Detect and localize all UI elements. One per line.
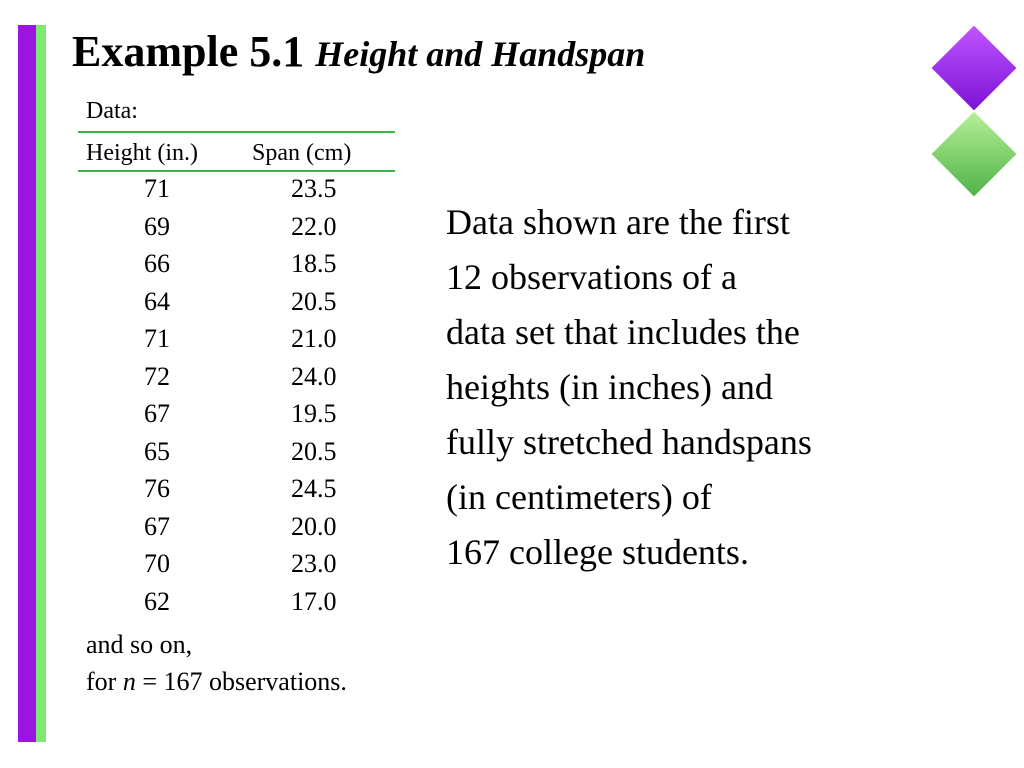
table-row: [0, 512, 400, 550]
footer-variable: n: [122, 667, 136, 696]
table-row: [0, 249, 400, 287]
description-paragraph: [446, 195, 916, 580]
span-cell: 24.0: [291, 361, 337, 391]
title-main: Example 5.1: [72, 27, 305, 76]
height-cell: 64: [144, 286, 170, 316]
height-cell: 67: [144, 399, 170, 428]
table-row: [0, 474, 400, 512]
table-rule-top: [78, 131, 395, 133]
data-table-body: [0, 174, 400, 624]
span-cell: 22.0: [291, 211, 337, 241]
description-line: Data shown are the first: [446, 202, 790, 242]
description-line: 12 observations of a: [446, 257, 737, 297]
span-cell: 19.5: [291, 399, 337, 428]
column-header-height: Height (in.): [86, 140, 198, 166]
table-row: [0, 587, 400, 625]
purple-diamond-decoration: [932, 26, 1017, 111]
footer-and-so-on: and so on,: [86, 630, 193, 659]
span-cell: 18.5: [291, 249, 337, 278]
column-header-span: Span (cm): [252, 140, 352, 166]
table-row: [0, 549, 400, 587]
page-title: [72, 28, 645, 76]
span-cell: 21.0: [291, 324, 337, 353]
footer-observation-count: [86, 667, 347, 697]
height-cell: 70: [144, 549, 170, 578]
table-row: [0, 437, 400, 475]
description-line: (in centimeters) of: [446, 477, 712, 517]
green-diamond-decoration: [932, 112, 1017, 197]
table-row: [0, 212, 400, 250]
description-line: 167 college students.: [446, 532, 749, 572]
table-row: [0, 174, 400, 212]
span-cell: 20.5: [291, 436, 337, 466]
title-subtitle: Height and Handspan: [315, 34, 646, 74]
height-cell: 62: [144, 586, 170, 616]
table-row: [0, 287, 400, 325]
span-cell: 20.0: [291, 511, 337, 541]
description-line: data set that includes the: [446, 312, 800, 352]
height-cell: 71: [144, 174, 170, 203]
height-cell: 66: [144, 249, 170, 278]
table-row: [0, 399, 400, 437]
height-cell: 76: [144, 474, 170, 503]
height-cell: 72: [144, 361, 170, 391]
span-cell: 23.0: [291, 549, 337, 578]
footer-suffix: = 167 observations.: [135, 667, 347, 696]
description-line: heights (in inches) and: [446, 367, 773, 407]
table-rule-bottom: [78, 170, 395, 172]
span-cell: 17.0: [291, 586, 337, 616]
data-label: Data:: [86, 98, 138, 124]
height-cell: 65: [144, 436, 170, 466]
span-cell: 23.5: [291, 174, 337, 203]
span-cell: 24.5: [291, 474, 337, 503]
description-line: fully stretched handspans: [446, 422, 812, 462]
height-cell: 67: [144, 511, 170, 541]
height-cell: 69: [144, 211, 170, 241]
table-row: [0, 362, 400, 400]
span-cell: 20.5: [291, 286, 337, 316]
footer-prefix: for: [86, 667, 123, 696]
table-row: [0, 324, 400, 362]
height-cell: 71: [144, 324, 170, 353]
